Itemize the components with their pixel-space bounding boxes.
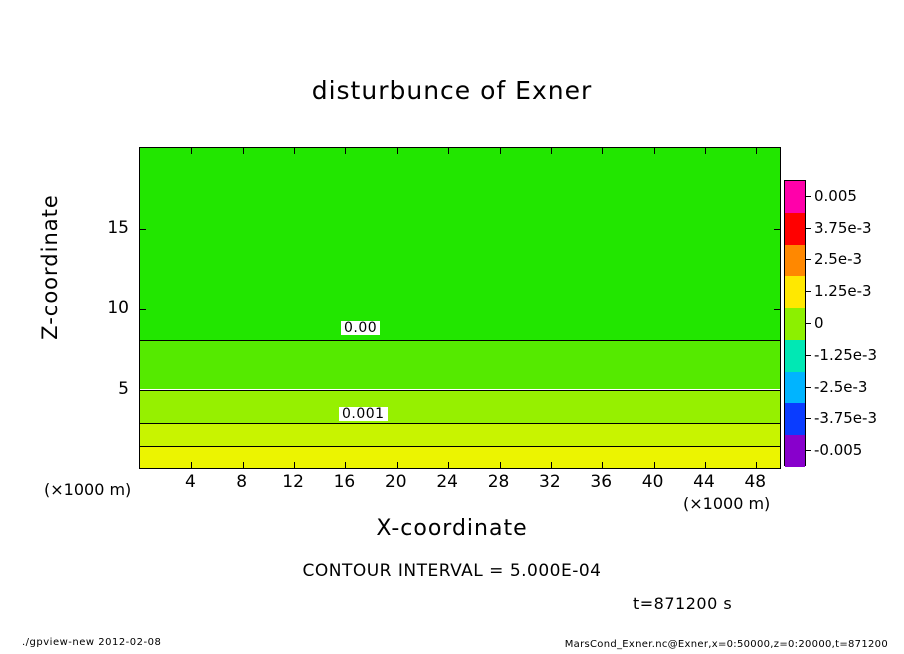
y-axis-unit: (×1000 m) <box>44 480 132 499</box>
x-axis-tick <box>602 462 603 468</box>
x-axis-tick-top <box>345 148 346 154</box>
y-axis-tick <box>140 229 146 230</box>
y-axis-tick <box>140 390 146 391</box>
colorbar-swatch <box>785 372 805 404</box>
colorbar-swatch <box>785 308 805 340</box>
x-axis-tick-label: 4 <box>184 472 196 492</box>
x-axis-label: X-coordinate <box>376 516 528 541</box>
x-axis-tick <box>500 462 501 468</box>
x-axis-tick-label: 24 <box>436 472 458 492</box>
colorbar-swatch <box>785 435 805 467</box>
x-axis-tick-top <box>243 148 244 154</box>
x-axis-tick <box>243 462 244 468</box>
x-axis-tick <box>756 462 757 468</box>
colorbar-tick <box>806 323 811 324</box>
x-axis-tick-label: 32 <box>539 472 561 492</box>
colorbar-swatch <box>785 213 805 245</box>
x-axis-tick-top <box>448 148 449 154</box>
colorbar <box>784 180 806 466</box>
colorbar-tick-label: -2.5e-3 <box>814 377 868 396</box>
footer-left-text: ./gpview-new 2012-02-08 <box>22 637 162 648</box>
colorbar-tick-label: 1.25e-3 <box>814 282 872 301</box>
contour-line <box>140 423 780 424</box>
contour-plot-area <box>139 147 781 469</box>
contour-band <box>140 446 780 469</box>
colorbar-swatch <box>785 340 805 372</box>
x-axis-tick-top <box>500 148 501 154</box>
x-axis-tick-top <box>191 148 192 154</box>
colorbar-tick <box>806 228 811 229</box>
x-axis-tick <box>551 462 552 468</box>
colorbar-tick <box>806 196 811 197</box>
x-axis-tick <box>448 462 449 468</box>
colorbar-tick-label: -1.25e-3 <box>814 345 877 364</box>
x-axis-tick-label: 20 <box>384 472 407 492</box>
x-axis-tick-top <box>756 148 757 154</box>
x-axis-tick-top <box>551 148 552 154</box>
colorbar-tick-label: 0 <box>814 314 824 332</box>
colorbar-tick <box>806 355 811 356</box>
x-axis-tick <box>654 462 655 468</box>
colorbar-tick-label: 0.005 <box>814 186 857 205</box>
plot-fill <box>140 148 780 468</box>
contour-band <box>140 340 780 390</box>
x-axis-unit: (×1000 m) <box>683 494 771 513</box>
x-axis-tick-label: 12 <box>282 472 304 492</box>
colorbar-swatch <box>785 245 805 277</box>
y-axis-tick-label: 10 <box>107 298 129 318</box>
contour-line <box>140 390 780 391</box>
colorbar-tick-label: -3.75e-3 <box>814 409 877 428</box>
colorbar-tick <box>806 259 811 260</box>
contour-band <box>140 423 780 446</box>
x-axis-tick-label: 40 <box>641 472 664 492</box>
colorbar-tick-label: -0.005 <box>814 441 863 460</box>
x-axis-tick-label: 8 <box>236 472 248 492</box>
y-axis-tick <box>140 309 146 310</box>
contour-band <box>140 390 780 424</box>
contour-band <box>140 148 780 340</box>
x-axis-tick <box>294 462 295 468</box>
y-axis-tick-label: 15 <box>107 217 129 238</box>
y-axis-tick-right <box>774 309 780 310</box>
footer-right-text: MarsCond_Exner.nc@Exner,x=0:50000,z=0:20000,t=871200 <box>564 639 888 650</box>
x-axis-tick <box>345 462 346 468</box>
x-axis-tick-top <box>602 148 603 154</box>
contour-interval-text: CONTOUR INTERVAL = 5.000E-04 <box>302 561 602 581</box>
contour-line <box>140 446 780 447</box>
y-axis-tick-right <box>774 229 780 230</box>
x-axis-tick-label: 16 <box>333 472 356 492</box>
x-axis-tick-top <box>397 148 398 154</box>
x-axis-tick-top <box>654 148 655 154</box>
y-axis-tick-right <box>774 390 780 391</box>
colorbar-tick <box>806 450 811 451</box>
colorbar-tick-label: 2.5e-3 <box>814 250 863 269</box>
contour-line <box>140 340 780 341</box>
x-axis-tick <box>397 462 398 468</box>
x-axis-tick-label: 28 <box>487 472 510 492</box>
page-title: disturbunce of Exner <box>311 76 593 105</box>
y-axis-label: Z-coordinate <box>38 194 62 340</box>
x-axis-tick <box>705 462 706 468</box>
colorbar-swatch <box>785 276 805 308</box>
colorbar-tick-label: 3.75e-3 <box>814 218 872 237</box>
colorbar-tick <box>806 291 811 292</box>
x-axis-tick-top <box>294 148 295 154</box>
x-axis-tick-top <box>705 148 706 154</box>
time-label: t=871200 s <box>633 594 733 613</box>
x-axis-tick-label: 48 <box>744 472 767 492</box>
colorbar-swatch <box>785 403 805 435</box>
x-axis-tick <box>191 462 192 468</box>
contour-value-label: 0.00 <box>341 321 380 335</box>
x-axis-tick-label: 36 <box>590 472 613 492</box>
colorbar-swatch <box>785 181 805 213</box>
colorbar-tick <box>806 387 811 388</box>
x-axis-tick-label: 44 <box>693 472 715 492</box>
contour-value-label: 0.001 <box>339 407 388 421</box>
y-axis-tick-label: 5 <box>118 378 129 399</box>
colorbar-tick <box>806 418 811 419</box>
